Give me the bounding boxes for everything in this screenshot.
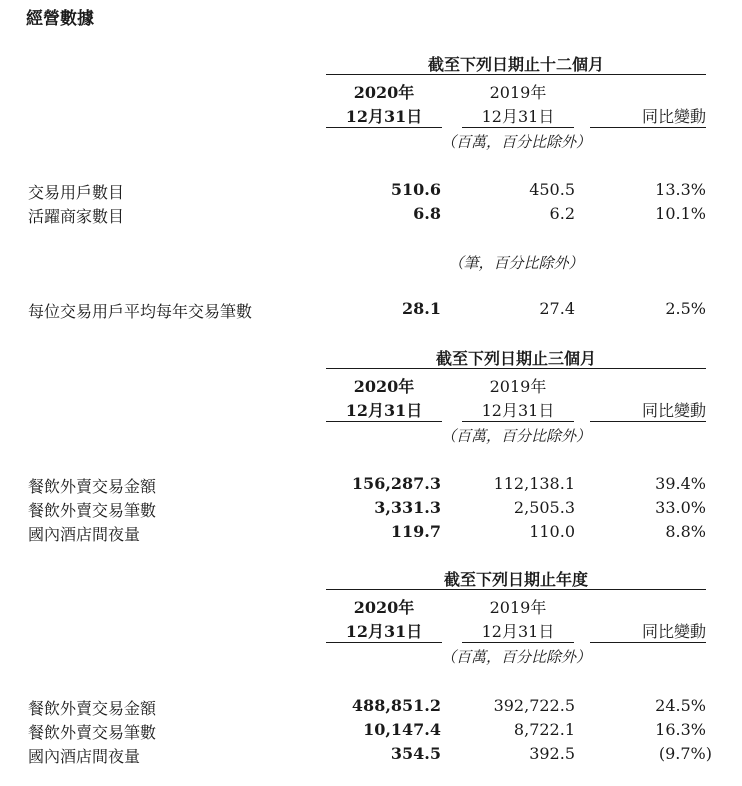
row-prior-value: 112,138.1 [493,474,575,493]
col-rule-change [590,642,706,643]
col-prior-year: 2019年 [489,83,547,102]
row-label: 餐飲外賣交易金額 [28,699,157,718]
period-header-twelve-months: 截至下列日期止十二個月 [427,55,604,74]
row-label: 餐飲外賣交易筆數 [28,723,157,742]
col-prior-year: 2019年 [489,598,547,617]
col-rule-current [326,127,442,128]
col-rule-prior [462,127,574,128]
page-title: 經營數據 [26,9,94,29]
col-change: 同比變動 [641,401,706,420]
col-prior-date: 12月31日 [481,107,555,126]
units-note: （百萬，百分比除外） [440,133,591,151]
col-rule-current [326,421,442,422]
units-note: （百萬，百分比除外） [440,427,591,445]
col-current-year: 2020年 [353,598,415,617]
col-rule-change [590,127,706,128]
row-label: 每位交易用戶平均每年交易筆數 [28,302,253,321]
row-prior-value: 6.2 [549,204,575,223]
row-change-value: 10.1% [655,204,706,223]
col-current-year: 2020年 [353,377,415,396]
row-prior-value: 27.4 [539,299,575,318]
col-rule-prior [462,642,574,643]
units-note: （百萬，百分比除外） [440,648,591,666]
row-change-value: 13.3% [655,180,706,199]
col-current-year: 2020年 [353,83,415,102]
period-rule [326,589,706,590]
col-prior-date: 12月31日 [481,622,555,641]
row-label: 交易用戶數目 [28,183,125,202]
row-current-value: 28.1 [402,299,441,318]
col-change: 同比變動 [641,107,706,126]
row-label: 餐飲外賣交易金額 [28,477,157,496]
row-current-value: 354.5 [390,744,441,763]
row-change-value: 8.8% [665,522,706,541]
row-prior-value: 8,722.1 [513,720,575,739]
row-current-value: 10,147.4 [363,720,441,739]
col-prior-year: 2019年 [489,377,547,396]
col-current-date: 12月31日 [345,401,423,420]
col-rule-prior [462,421,574,422]
col-prior-date: 12月31日 [481,401,555,420]
row-change-value: 2.5% [665,299,706,318]
col-rule-change [590,421,706,422]
period-rule [326,368,706,369]
col-current-date: 12月31日 [345,107,423,126]
row-prior-value: 2,505.3 [513,498,575,517]
period-header-year: 截至下列日期止年度 [443,570,588,589]
row-prior-value: 392,722.5 [493,696,575,715]
row-current-value: 3,331.3 [374,498,441,517]
row-label: 國內酒店間夜量 [28,525,141,544]
row-current-value: 510.6 [390,180,441,199]
period-header-three-months: 截至下列日期止三個月 [435,349,596,368]
row-current-value: 119.7 [390,522,441,541]
row-label: 國內酒店間夜量 [28,747,141,766]
row-current-value: 6.8 [413,204,441,223]
row-change-value: (9.7%) [658,744,712,763]
row-current-value: 488,851.2 [351,696,441,715]
units-note-count: （筆，百分比除外） [448,254,584,272]
row-label: 餐飲外賣交易筆數 [28,501,157,520]
row-label: 活躍商家數目 [28,207,125,226]
row-current-value: 156,287.3 [351,474,441,493]
col-current-date: 12月31日 [345,622,423,641]
row-prior-value: 450.5 [529,180,575,199]
period-rule [326,74,706,75]
col-change: 同比變動 [641,622,706,641]
row-prior-value: 110.0 [529,522,575,541]
row-change-value: 39.4% [655,474,706,493]
col-rule-current [326,642,442,643]
row-change-value: 24.5% [655,696,706,715]
row-change-value: 16.3% [655,720,706,739]
row-change-value: 33.0% [655,498,706,517]
row-prior-value: 392.5 [529,744,575,763]
